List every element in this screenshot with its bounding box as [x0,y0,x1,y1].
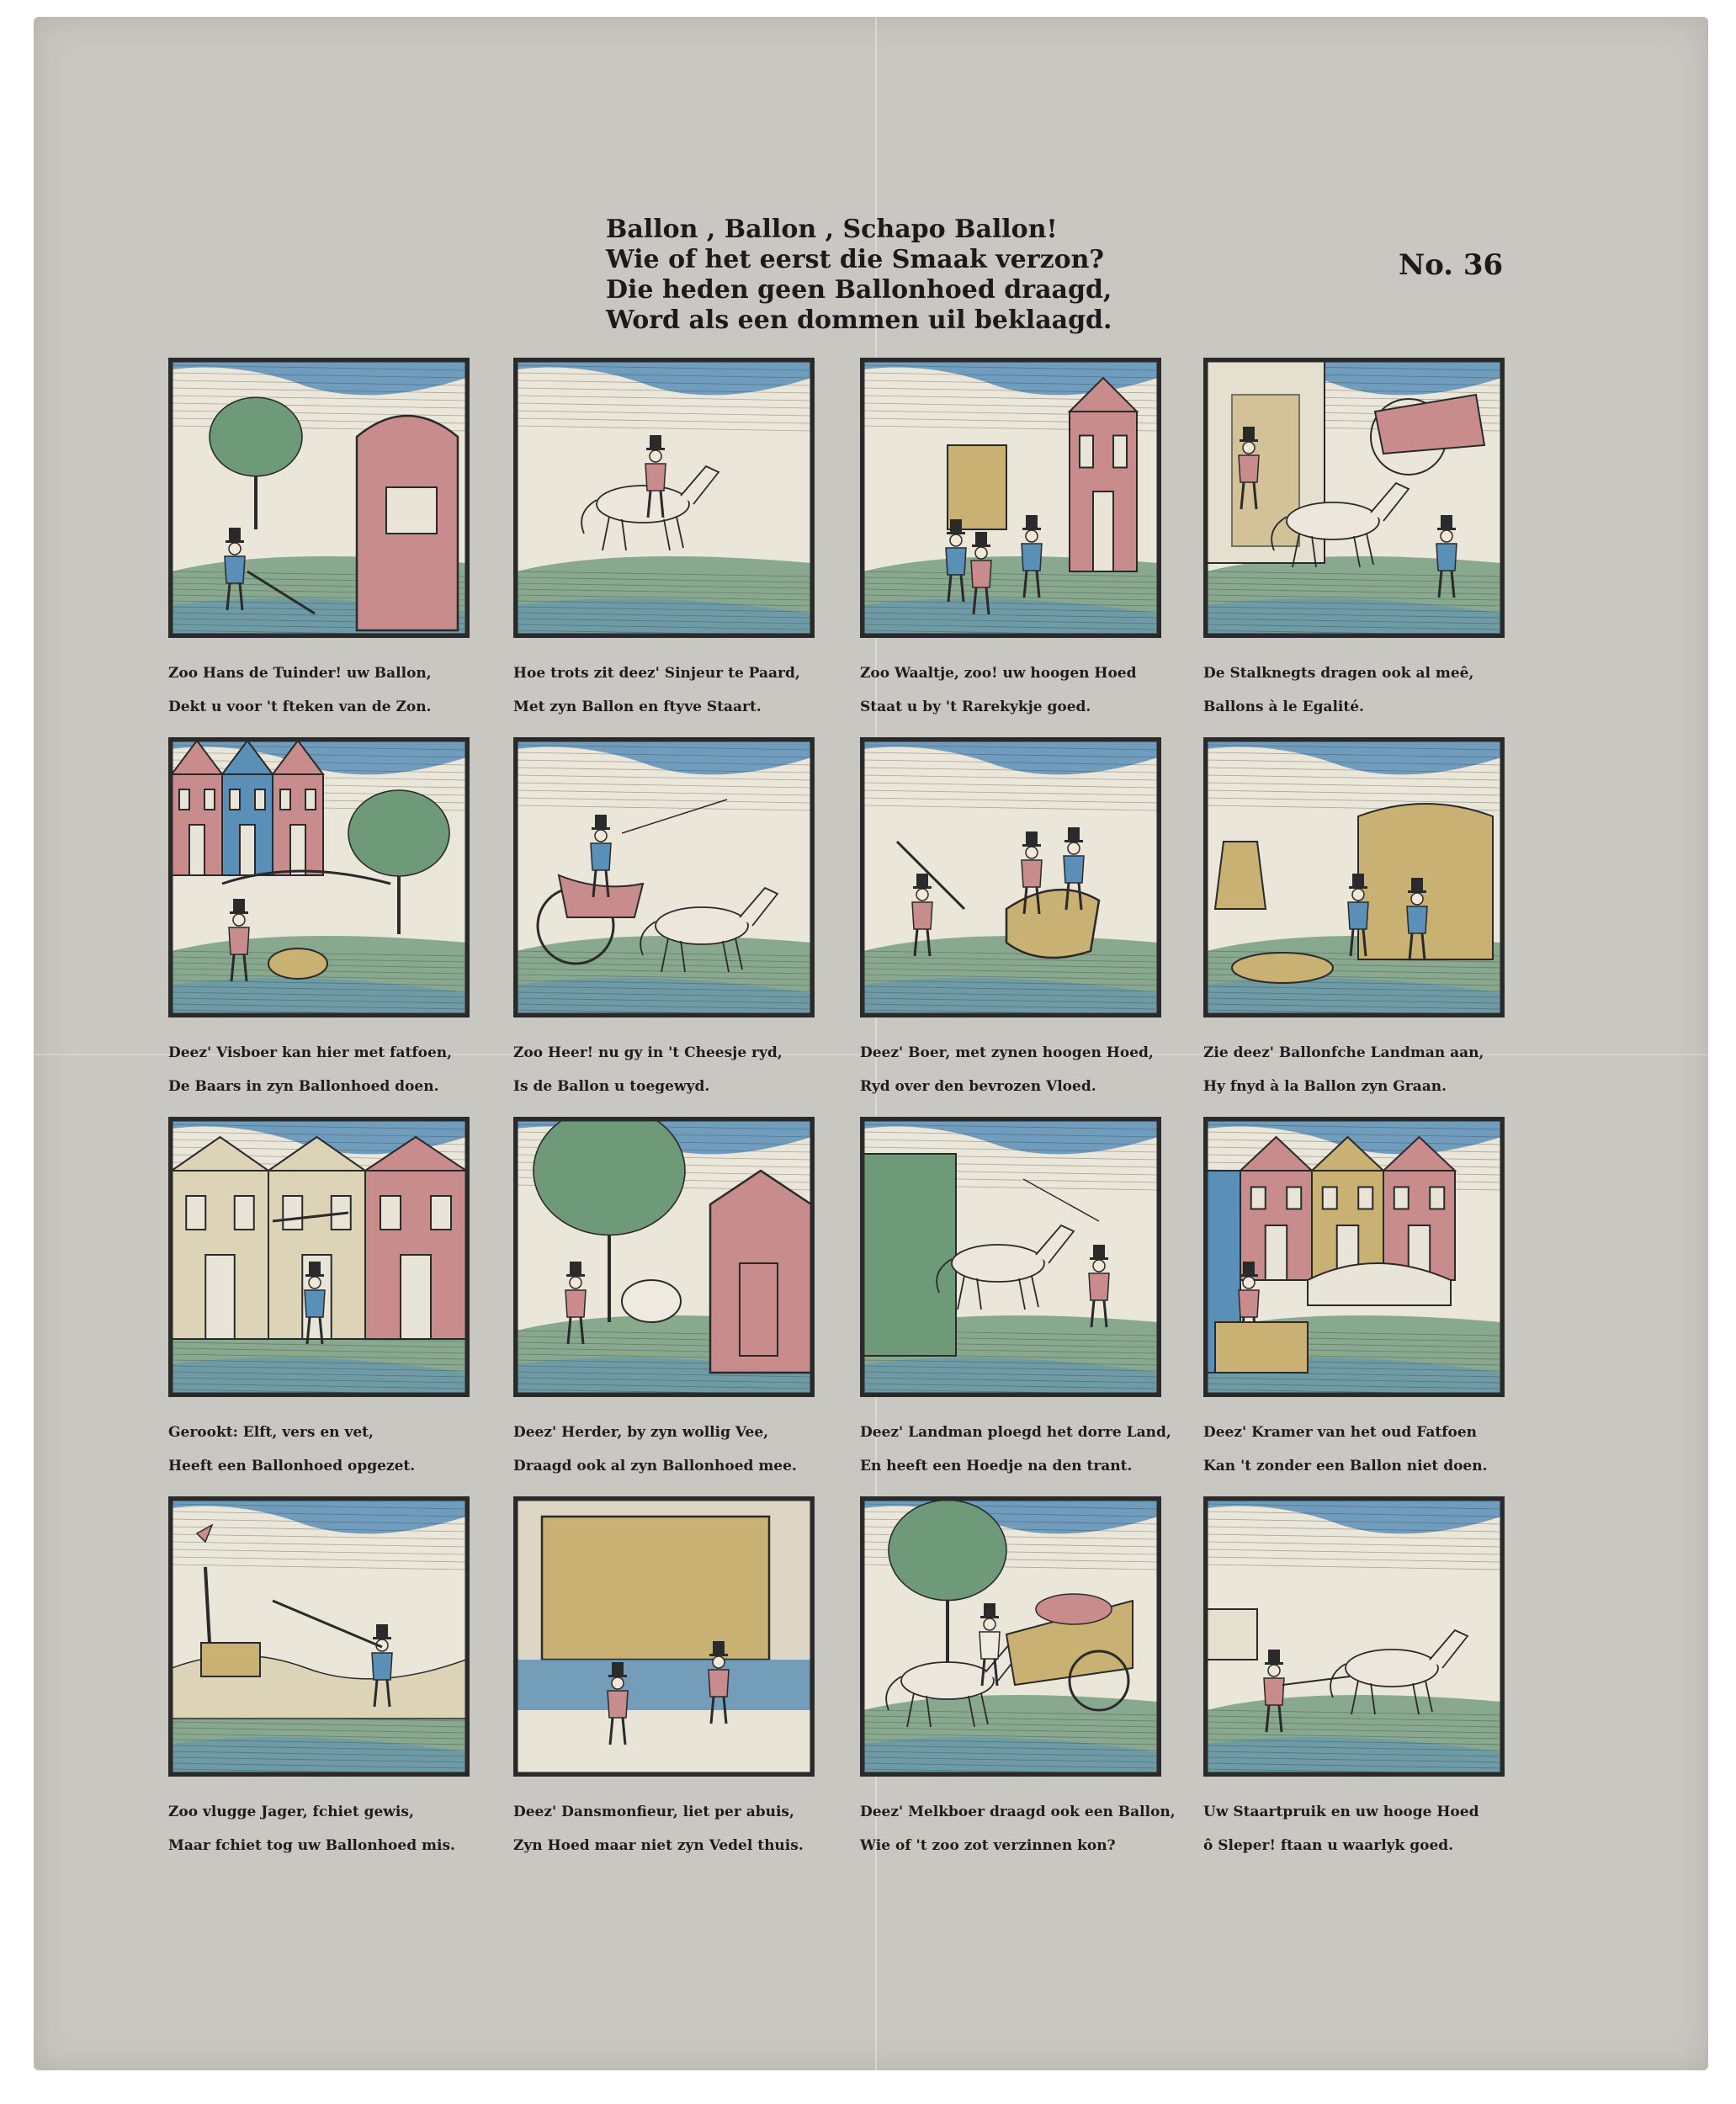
woodcut-shepherd [513,1117,815,1397]
panel-stable [1203,358,1515,724]
panel-row [168,737,1540,1117]
panel-row [168,358,1540,737]
woodcut-canal [168,737,470,1017]
caption-line-2: Zyn Hoed maar niet zyn Vedel thuis. [513,1837,804,1854]
title-line-4: Word als een dommen uil beklaagd. [606,306,1112,335]
panel-caption [513,1416,825,1483]
woodcut-garden [168,358,470,638]
title-line-3: Die heden geen Ballonhoed draagd, [606,275,1112,305]
panel-caption [513,656,825,724]
caption-line-1: Deez' Boer, met zynen hoogen Hoed, [860,1044,1154,1061]
caption-line-2: Wie of 't zoo zot verzinnen kon? [860,1837,1116,1854]
panel-caption [1203,1036,1515,1103]
panel-grid [168,358,1540,1876]
caption-line-1: Zoo Heer! nu gy in 't Cheesje ryd, [513,1044,783,1061]
title-verse [606,215,1195,336]
woodcut-sledge [1203,1496,1505,1777]
woodcut-hunter [168,1496,470,1777]
woodcut-peepshow [860,358,1161,638]
panel-harvest [1203,737,1515,1103]
caption-line-2: Heeft een Ballonhoed opgezet. [168,1458,416,1474]
title-line-2: Wie of het eerst die Smaak verzon? [606,245,1105,274]
caption-line-1: Uw Staartpruik en uw hooge Hoed [1203,1804,1479,1820]
panel-sledge [1203,1496,1515,1862]
panel-caption [1203,656,1515,724]
panel-dance [513,1496,825,1862]
woodcut-dance [513,1496,815,1777]
caption-line-1: Zoo Hans de Tuinder! uw Ballon, [168,665,432,682]
caption-line-1: Hoe trots zit deez' Sinjeur te Paard, [513,665,800,682]
woodcut-stable [1203,358,1505,638]
panel-rider [513,358,825,724]
caption-line-2: En heeft een Hoedje na den trant. [860,1458,1133,1474]
panel-plough [860,1117,1171,1483]
woodcut-milkcart [860,1496,1161,1777]
panel-caption [168,1036,480,1103]
panel-row [168,1117,1540,1496]
title-line-1: Ballon , Ballon , Schapo Ballon! [606,215,1058,244]
caption-line-2: Ryd over den bevrozen Vloed. [860,1078,1096,1095]
panel-garden [168,358,480,724]
sheet-number: No. 36 [1399,248,1504,282]
panel-canal [168,737,480,1103]
caption-line-2: Ballons à le Egalité. [1203,699,1364,715]
panel-caption [168,656,480,724]
caption-line-1: De Stalknegts dragen ook al meê, [1203,665,1474,682]
caption-line-1: Zoo Waaltje, zoo! uw hoogen Hoed [860,665,1137,682]
caption-line-2: Dekt u voor 't fteken van de Zon. [168,699,432,715]
panel-row [168,1496,1540,1876]
panel-milkcart [860,1496,1176,1862]
panel-caption [168,1795,480,1862]
woodcut-peddler [1203,1117,1505,1397]
panel-caption [1203,1416,1515,1483]
caption-line-1: Zie deez' Ballonfche Landman aan, [1203,1044,1484,1061]
woodcut-plough [860,1117,1161,1397]
panel-caption [513,1036,825,1103]
caption-line-2: ô Sleper! ftaan u waarlyk goed. [1203,1837,1454,1854]
panel-caption [860,1795,1176,1862]
caption-line-1: Deez' Kramer van het oud Fatfoen [1203,1424,1478,1441]
caption-line-2: Staat u by 't Rarekykje goed. [860,699,1091,715]
caption-line-1: Deez' Dansmonfieur, liet per abuis, [513,1804,794,1820]
woodcut-street [168,1117,470,1397]
panel-carriage [513,737,825,1103]
panel-shepherd [513,1117,825,1483]
caption-line-2: Maar fchiet tog uw Ballonhoed mis. [168,1837,455,1854]
panel-caption [860,656,1171,724]
panel-peepshow [860,358,1171,724]
panel-peddler [1203,1117,1515,1483]
panel-caption [860,1036,1171,1103]
caption-line-2: De Baars in zyn Ballonhoed doen. [168,1078,439,1095]
woodcut-harvest [1203,737,1505,1017]
woodcut-carriage [513,737,815,1017]
caption-line-1: Deez' Melkboer draagd ook een Ballon, [860,1804,1176,1820]
caption-line-1: Deez' Herder, by zyn wollig Vee, [513,1424,769,1441]
panel-sleigh [860,737,1171,1103]
woodcut-rider [513,358,815,638]
caption-line-1: Deez' Visboer kan hier met fatfoen, [168,1044,453,1061]
panel-caption [1203,1795,1515,1862]
caption-line-2: Draagd ook al zyn Ballonhoed mee. [513,1458,797,1474]
caption-line-2: Is de Ballon u toegewyd. [513,1078,710,1095]
caption-line-2: Met zyn Ballon en ftyve Staart. [513,699,762,715]
panel-hunter [168,1496,480,1862]
caption-line-1: Gerookt: Elft, vers en vet, [168,1424,374,1441]
panel-caption [860,1416,1171,1483]
panel-street [168,1117,480,1483]
caption-line-2: Hy fnyd à la Ballon zyn Graan. [1203,1078,1447,1095]
panel-caption [513,1795,825,1862]
caption-line-2: Kan 't zonder een Ballon niet doen. [1203,1458,1488,1474]
woodcut-sleigh [860,737,1161,1017]
caption-line-1: Zoo vlugge Jager, fchiet gewis, [168,1804,414,1820]
panel-caption [168,1416,480,1483]
caption-line-1: Deez' Landman ploegd het dorre Land, [860,1424,1171,1441]
